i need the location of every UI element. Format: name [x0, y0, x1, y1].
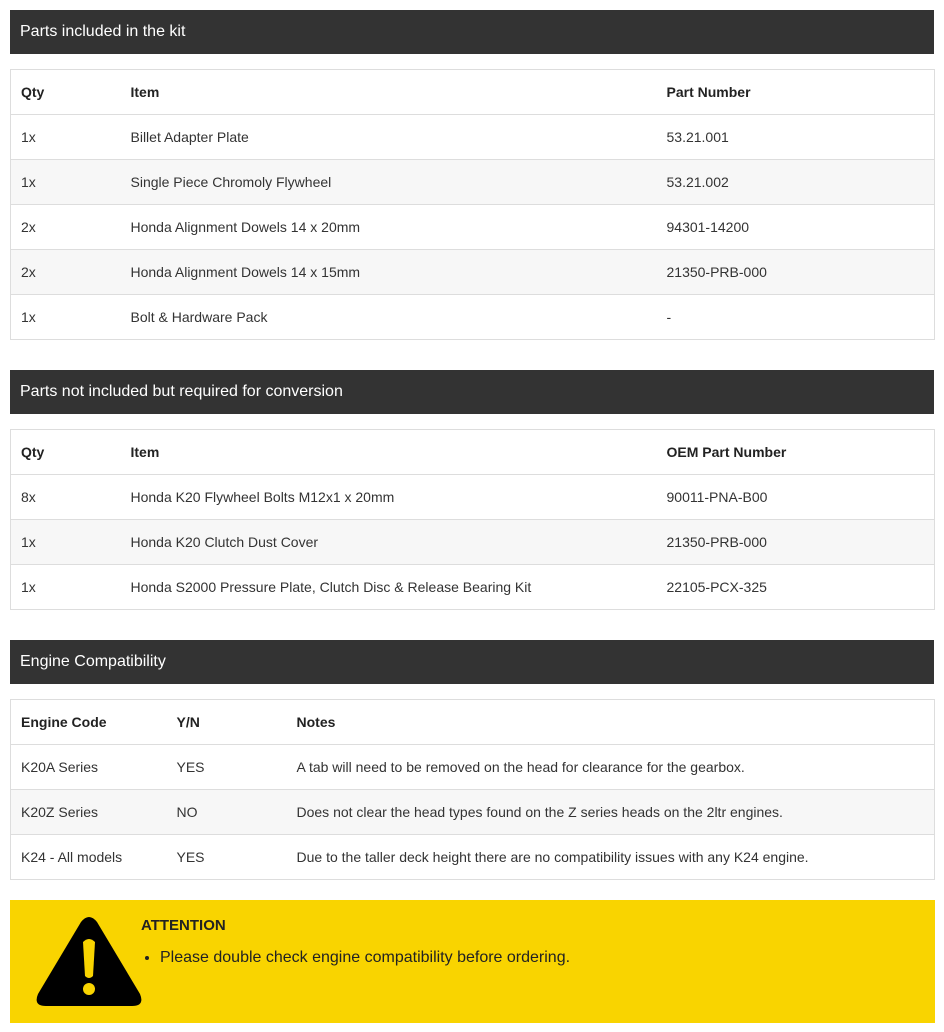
- table-row: [11, 745, 935, 790]
- table-header-row: [11, 430, 935, 475]
- column-header-notes: Notes: [296, 714, 336, 730]
- table-row: [11, 205, 935, 250]
- cell-part-number: 90011-PNA-B00: [657, 475, 935, 520]
- cell-notes: Does not clear the head types found on the Z series heads on the 2ltr engines.: [287, 790, 935, 835]
- cell-qty: 1x: [11, 115, 121, 160]
- cell-item: Honda Alignment Dowels 14 x 20mm: [121, 205, 657, 250]
- table-header-row: [11, 70, 935, 115]
- cell-qty: 2x: [11, 250, 121, 295]
- kit-parts-table: [10, 69, 935, 340]
- column-header-oem-part-number: OEM Part Number: [666, 444, 787, 460]
- column-header-part-number: Part Number: [666, 84, 751, 100]
- cell-qty: 2x: [11, 205, 121, 250]
- attention-box: [10, 900, 935, 1023]
- column-header-qty: Qty: [21, 84, 45, 100]
- cell-engine-code: K20A Series: [11, 745, 167, 790]
- table-row: [11, 295, 935, 340]
- table-row: [11, 520, 935, 565]
- cell-engine-code: K24 - All models: [11, 835, 167, 880]
- column-header-yn: Y/N: [176, 714, 200, 730]
- cell-part-number: -: [657, 295, 935, 340]
- compat-section-title: Engine Compatibility: [10, 640, 934, 684]
- column-header-item: Item: [130, 444, 160, 460]
- cell-qty: 1x: [11, 295, 121, 340]
- engine-compatibility-table: [10, 699, 935, 880]
- required-parts-table: [10, 429, 935, 610]
- cell-qty: 8x: [11, 475, 121, 520]
- attention-list: [141, 948, 570, 968]
- column-header-engine-code: Engine Code: [21, 714, 107, 730]
- cell-item: Honda S2000 Pressure Plate, Clutch Disc & Release Bearing Kit: [121, 565, 657, 610]
- cell-qty: 1x: [11, 160, 121, 205]
- cell-qty: 1x: [11, 565, 121, 610]
- cell-part-number: 53.21.002: [657, 160, 935, 205]
- attention-item: • Please double check engine compatibility before ordering.: [160, 948, 570, 968]
- cell-part-number: 53.21.001: [657, 115, 935, 160]
- cell-notes: Due to the taller deck height there are no compatibility issues with any K24 engine.: [287, 835, 935, 880]
- cell-item: Honda K20 Clutch Dust Cover: [121, 520, 657, 565]
- cell-item: Honda K20 Flywheel Bolts M12x1 x 20mm: [121, 475, 657, 520]
- cell-item: Billet Adapter Plate: [121, 115, 657, 160]
- cell-item: Honda Alignment Dowels 14 x 15mm: [121, 250, 657, 295]
- cell-item: Bolt & Hardware Pack: [121, 295, 657, 340]
- table-header-row: [11, 700, 935, 745]
- required-section-title: Parts not included but required for conversion: [10, 370, 934, 414]
- table-row: [11, 250, 935, 295]
- cell-engine-code: K20Z Series: [11, 790, 167, 835]
- table-row: [11, 160, 935, 205]
- table-row: [11, 790, 935, 835]
- table-row: [11, 115, 935, 160]
- column-header-qty: Qty: [21, 444, 45, 460]
- column-header-item: Item: [130, 84, 160, 100]
- table-row: [11, 475, 935, 520]
- table-row: [11, 565, 935, 610]
- attention-title: ATTENTION: [141, 917, 226, 934]
- table-row: [11, 835, 935, 880]
- kit-section-title: Parts included in the kit: [10, 10, 934, 54]
- cell-part-number: 94301-14200: [657, 205, 935, 250]
- cell-yn: NO: [167, 790, 287, 835]
- warning-icon: [34, 914, 144, 1010]
- cell-notes: A tab will need to be removed on the head for clearance for the gearbox.: [287, 745, 935, 790]
- cell-yn: YES: [167, 745, 287, 790]
- cell-part-number: 22105-PCX-325: [657, 565, 935, 610]
- cell-part-number: 21350-PRB-000: [657, 520, 935, 565]
- cell-item: Single Piece Chromoly Flywheel: [121, 160, 657, 205]
- cell-qty: 1x: [11, 520, 121, 565]
- cell-yn: YES: [167, 835, 287, 880]
- cell-part-number: 21350-PRB-000: [657, 250, 935, 295]
